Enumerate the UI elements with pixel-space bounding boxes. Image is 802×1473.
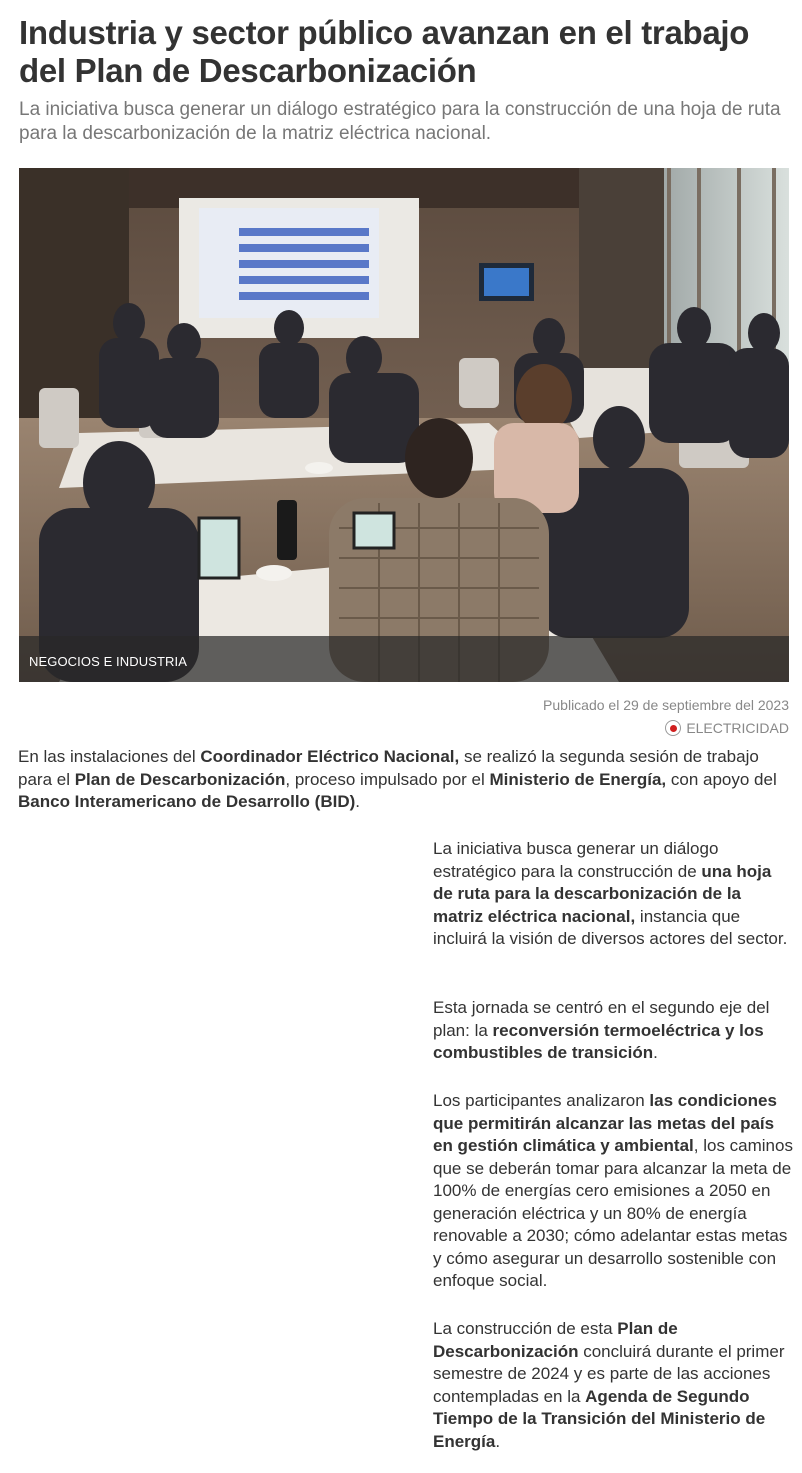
p2-text-2: . xyxy=(653,1043,658,1062)
article-subtitle: La iniciativa busca generar un diálogo estratégico para la construcción de una hoja de ruta para la descarbonización de la matriz eléctrica nacional. xyxy=(19,99,781,144)
p2-text-1: Esta jornada se centró en el segundo eje del plan: la xyxy=(433,998,770,1040)
p4-bold-1: Plan de Descarbonización xyxy=(433,1319,678,1361)
category-label[interactable]: ELECTRICIDAD xyxy=(686,720,789,736)
body-paragraph-3 xyxy=(433,1090,793,1293)
p4-text-3: . xyxy=(495,1431,501,1451)
article-intro xyxy=(18,746,790,814)
intro-text-5: . xyxy=(355,792,360,811)
intro-text-1: En las instalaciones del xyxy=(18,747,201,766)
p4-text-1: La construcción de esta xyxy=(433,1319,618,1338)
intro-bold-2: Plan de Descarbonización xyxy=(74,769,286,789)
intro-bold-3: Ministerio de Energía, xyxy=(489,769,667,789)
p2-bold-1: reconversión termoeléctrica y los combustibles de transición xyxy=(433,1020,764,1062)
p3-text-2: , los caminos que se deberán tomar para alcanzar la meta de 100% de energías cero emisiones a 2050 en generación eléctrica y un 80% de energía renovable a 2030; cómo adelantar estas metas y cómo asegurar un desarrollo sostenible con enfoque social. xyxy=(433,1136,793,1290)
intro-bold-1: Coordinador Eléctrico Nacional, xyxy=(200,747,460,766)
p3-bold-1: las condiciones que permitirán alcanzar las metas del país en gestión climática y ambiental xyxy=(433,1091,777,1155)
meeting-room-photo xyxy=(19,168,789,682)
p1-text-1: La iniciativa busca generar un diálogo estratégico para la construcción de xyxy=(433,839,719,881)
intro-text-2: se realizó la segunda sesión de trabajo para el xyxy=(18,747,759,789)
article-hero-image xyxy=(19,168,789,682)
article-title: Industria y sector público avanzan en el trabajo del Plan de Descarbonización xyxy=(19,14,750,89)
body-paragraph-4 xyxy=(433,1318,793,1453)
body-paragraph-2 xyxy=(433,997,793,1065)
p3-text-1: Los participantes analizaron xyxy=(433,1091,650,1110)
category-tag[interactable] xyxy=(665,719,789,737)
target-icon xyxy=(665,720,681,736)
intro-text-4: con apoyo del xyxy=(666,769,777,789)
intro-bold-4: Banco Interamericano de Desarrollo (BID) xyxy=(18,792,356,811)
intro-text-3: , proceso impulsado por el xyxy=(285,769,490,789)
body-paragraph-1 xyxy=(433,838,793,951)
image-caption-bar xyxy=(19,636,789,682)
p4-text-2: concluirá durante el primer semestre de 2024 y es parte de las acciones contempladas en la xyxy=(433,1341,785,1406)
p1-text-2: instancia que incluirá la visión de diversos actores del sector. xyxy=(433,906,788,948)
publish-date: Publicado el 29 de septiembre del 2023 xyxy=(543,697,789,713)
p1-bold-1: una hoja de ruta para la descarbonización de la matriz eléctrica nacional, xyxy=(433,861,772,926)
p4-bold-2: Agenda de Segundo Tiempo de la Transición del Ministerio de Energía xyxy=(433,1386,766,1451)
image-category-label[interactable]: NEGOCIOS E INDUSTRIA xyxy=(29,654,188,669)
